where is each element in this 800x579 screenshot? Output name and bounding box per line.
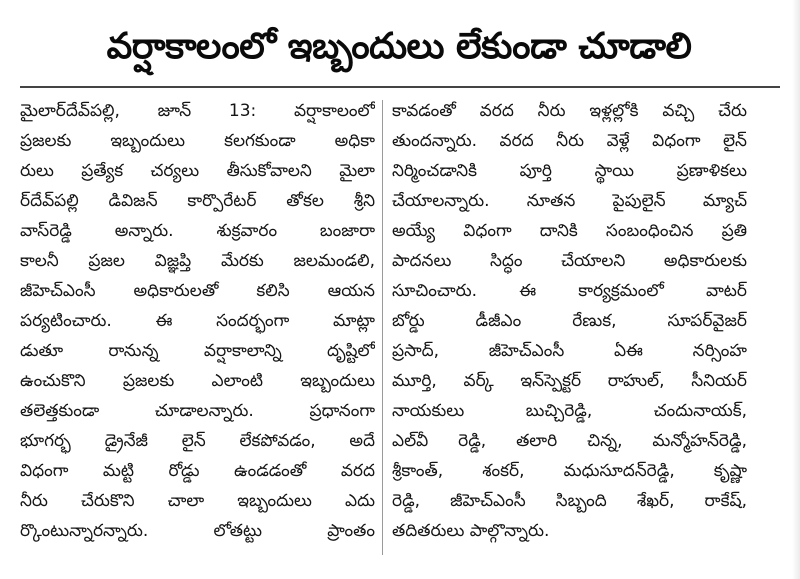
text-line: అయ్యే విధంగా దానికి సంబంధించిన ప్రతి [392,221,747,241]
text-line: ర్కొంటున్నారన్నారు. లోతట్టు ప్రాంతం [20,521,375,541]
text-line: పర్యటించారు. ఈ సందర్భంగా మాట్లా [20,311,375,331]
headline-rule [20,86,780,88]
text-line: ప్రజలకు ఇబ్బందులు కలగకుండా అధికా [20,131,375,151]
text-line: ఎల్‌వీ రెడ్డి, తలారి చిన్న, మన్మోహన్‌రెడ్డి, [392,431,747,451]
article-column-left [20,96,375,556]
text-line: బోర్డు డీజీఎం రేణుక, సూపర్‌వైజర్ [392,311,747,331]
text-line: నీరు చేరుకొని చాలా ఇబ్బందులు ఎదు [20,491,375,511]
headline: వర్షాకాలంలో ఇబ్బందులు లేకుండా చూడాలి [106,26,692,67]
text-line: విధంగా మట్టి రోడ్డు ఉండడంతో వరద [20,461,375,481]
text-line: మూర్తి, వర్క్ ఇన్‌స్పెక్టర్ రాహుల్, సీనియర్ [392,371,747,391]
text-line: చేయాలన్నారు. నూతన పైపులైన్ మ్యాచ్ [392,191,747,211]
page-edge-shadow [792,0,800,579]
text-line: రులు ప్రత్యేక చర్యలు తీసుకోవాలని మైలా [20,161,375,181]
text-line: రెడ్డి, జీహెచ్‌ఎంసీ సిబ్బంది శేఖర్, రాకేష్, [392,491,747,511]
column-divider [382,100,383,555]
text-line: ప్రసాద్, జీహెచ్‌ఎంసీ ఏఈ నర్సింహ [392,341,747,361]
text-line: ర్‌దేవ్‌పల్లి డివిజన్ కార్పొరేటర్ తోకల శ్రీని [20,191,375,211]
text-line: కావడంతో వరద నీరు ఇళ్లల్లోకి వచ్చి చేరు [392,101,747,121]
text-line: మైలార్‌దేవ్‌పల్లి, జూన్ 13: వర్షాకాలంలో [20,101,375,121]
text-line: వాస్‌రెడ్డి అన్నారు. శుక్రవారం బంజారా [20,221,375,241]
text-line: నిర్మించడానికి పూర్తి స్థాయి ప్రణాళికలు [392,161,747,181]
text-line: డుతూ రానున్న వర్షాకాలాన్ని దృష్టిలో [20,341,375,361]
text-line: తలెత్తకుండా చూడాలన్నారు. ప్రధానంగా [20,401,375,421]
text-line: నాయకులు బుచ్చిరెడ్డి, చందునాయక్, [392,401,747,421]
text-line: శ్రీకాంత్, శంకర్, మధుసూదన్‌రెడ్డి, కృష్ణా [392,461,747,481]
text-line: భూగర్భ డ్రైనేజీ లైన్ లేకపోవడం, అదే [20,431,375,451]
text-line: కాలనీ ప్రజల విజ్ఞప్తి మేరకు జలమండలి, [20,251,375,271]
text-line: జీహెచ్‌ఎంసీ అధికారులతో కలిసి ఆయన [20,281,375,301]
article-column-right [392,96,747,556]
text-line: సూచించారు. ఈ కార్యక్రమంలో వాటర్ [392,281,747,301]
text-line: తదితరులు పాల్గొన్నారు. [392,521,550,541]
text-line: పాదనలు సిద్ధం చేయాలని అధికారులకు [392,251,747,271]
text-line: ఉంచుకొని ప్రజలకు ఎలాంటి ఇబ్బందులు [20,371,375,391]
text-line: తుందన్నారు. వరద నీరు వెళ్లే విధంగా లైన్ [392,131,747,151]
